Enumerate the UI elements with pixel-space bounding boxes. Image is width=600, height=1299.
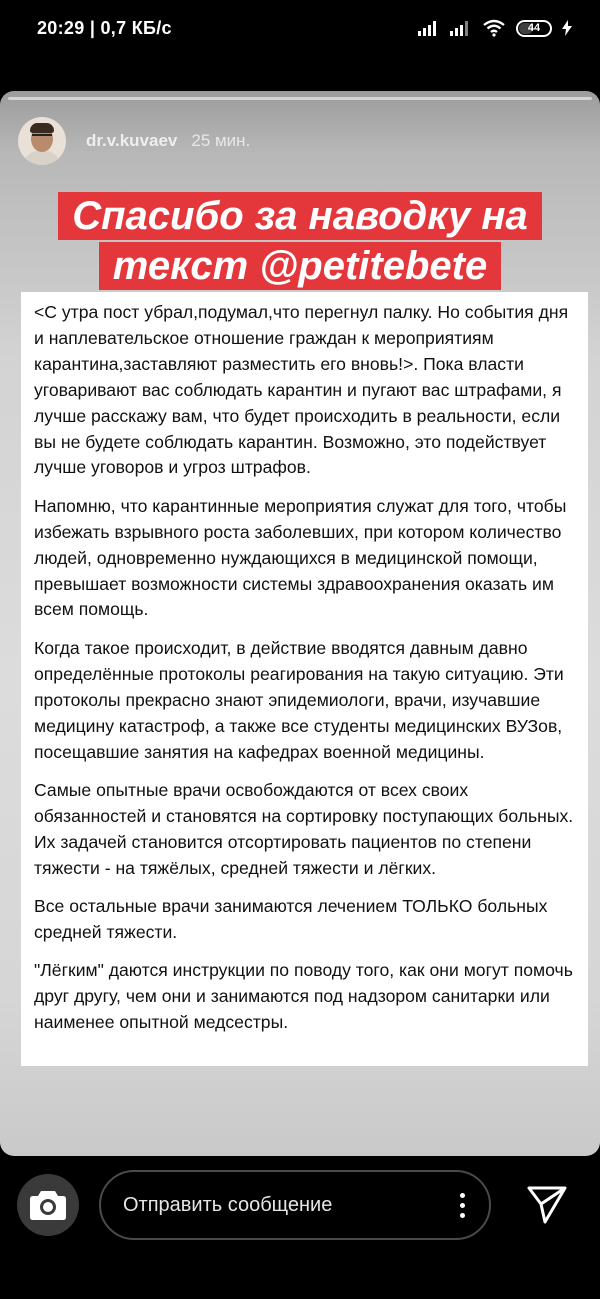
headline-line-2: текст @petitebete [99, 242, 501, 290]
wifi-icon [482, 19, 506, 37]
story-time-ago: 25 мин. [191, 131, 251, 150]
paragraph-1: <С утра пост убрал,подумал,что перегнул палку. Но события дня и наплевательское отношение граждан к мероприятиям карантина,заставляют разместить его вновь!>. Пока власти уговаривают вас соблюдать карантин и пугают вас штрафами, я лучше расскажу вам, что будет происходить в реальности, если вы не будете соблюдать карантин. Возможно, это подействует лучше уговоров и угроз штрафов. [34, 302, 569, 478]
avatar[interactable] [18, 117, 66, 165]
status-time-speed: 20:29 | 0,7 КБ/с [37, 17, 172, 38]
paragraph-6: "Лёгким" даются инструкции по поводу того, как они могут помочь друг другу, чем они и занимаются под надзором санитарки или наименее опытной медсестры. [34, 960, 573, 1033]
battery-level: 44 [527, 22, 541, 34]
more-vertical-icon[interactable] [460, 1193, 465, 1218]
paragraph-5: Все остальные врачи занимаются лечением ТОЛЬКО больных средней тяжести. [34, 896, 548, 942]
message-input[interactable] [99, 1170, 491, 1240]
bottom-bar [0, 1160, 600, 1299]
story-username[interactable]: dr.v.kuvaev [86, 131, 178, 150]
cellular-signal-2-icon [450, 20, 472, 36]
story-card[interactable] [0, 91, 600, 1156]
status-bar [0, 0, 600, 56]
camera-icon [29, 1189, 67, 1221]
story-header [18, 117, 250, 165]
headline-line-1: Спасибо за наводку на [58, 192, 542, 240]
paragraph-4: Самые опытные врачи освобождаются от всех своих обязанностей и становятся на сортировку поступающих больных. Их задачей становится отсортировать пациентов по степени тяжести - на тяжёлых, средней тяжести и лёгких. [34, 779, 574, 878]
status-icons [418, 19, 572, 37]
paragraph-3: Когда такое происходит, в действие вводятся давным давно определённые протоколы реагирования на такую ситуацию. Эти протоколы прекрасно знают эпидемиологи, врачи, изучавшие медицину катастроф, а также все студенты медицинских ВУЗов, посещавшие занятия на кафедрах военной медицины. [34, 637, 564, 762]
battery-indicator [516, 20, 552, 37]
charging-bolt-icon [562, 20, 572, 36]
send-icon[interactable] [523, 1180, 571, 1228]
story-headline [0, 192, 600, 290]
story-text-box [21, 292, 588, 1066]
paragraph-2: Напомню, что карантинные мероприятия служат для того, чтобы избежать взрывного роста заболевших, при котором количество людей, одновременно нуждающихся в медицинской помощи, превышает возможности системы здравоохранения оказать им всем помощь. [34, 495, 567, 620]
message-placeholder: Отправить сообщение [123, 1193, 333, 1216]
camera-button[interactable] [17, 1174, 79, 1236]
cellular-signal-icon [418, 20, 440, 36]
story-progress-bar [8, 97, 592, 100]
